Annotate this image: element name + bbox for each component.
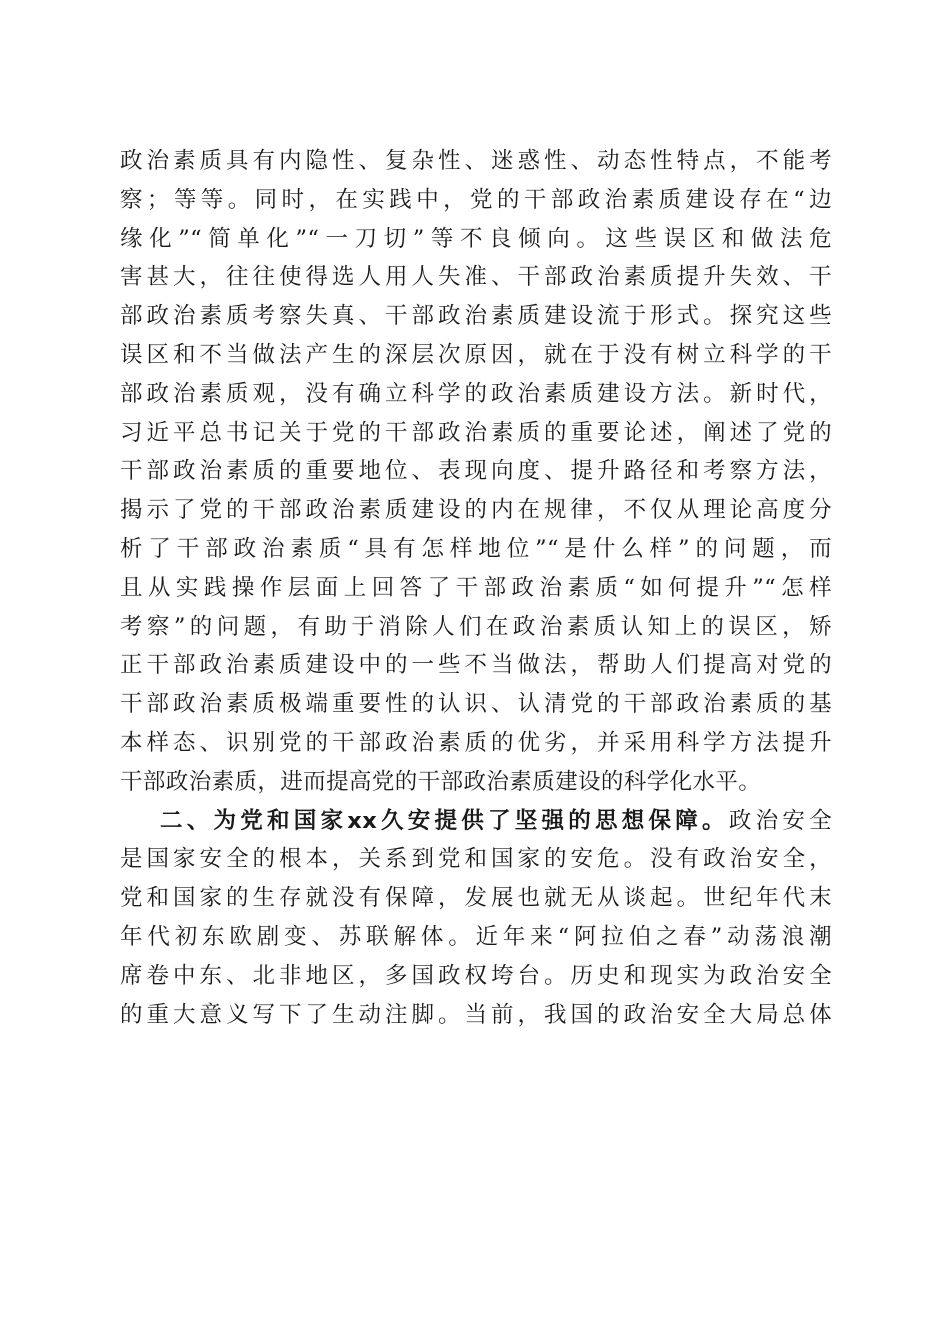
text-line: 害甚大，往往使得选人用人失准、干部政治素质提升失效、干 — [120, 264, 832, 291]
text-line: 部政治素质观，没有确立科学的政治素质建设方法。新时代， — [120, 380, 832, 407]
text-line: 析了干部政治素质“具有怎样地位”“是什么样”的问题，而 — [120, 535, 832, 562]
text-line: 察；等等。同时，在实践中，党的干部政治素质建设存在“边 — [120, 186, 832, 213]
section-heading: 二、为党和国家xx久安提供了坚强的思想保障。 — [160, 807, 729, 834]
heading-line-text: 政治安全 — [728, 807, 832, 834]
text-line: 误区和不当做法产生的深层次原因，就在于没有树立科学的干 — [120, 341, 832, 368]
text-line: 年代初东欧剧变、苏联解体。近年来“阿拉伯之春”动荡浪潮 — [120, 923, 832, 950]
text-line: 缘化”“简单化”“一刀切”等不良倾向。这些误区和做法危 — [120, 225, 832, 252]
text-line: 考察”的问题，有助于消除人们在政治素质认知上的误区，矫 — [120, 613, 832, 640]
text-line: 干部政治素质的重要地位、表现向度、提升路径和考察方法， — [120, 458, 832, 485]
text-line: 正干部政治素质建设中的一些不当做法，帮助人们提高对党的 — [120, 652, 832, 679]
text-line: 且从实践操作层面上回答了干部政治素质“如何提升”“怎样 — [120, 574, 832, 601]
section-heading-line — [120, 802, 832, 841]
text-line: 党和国家的生存就没有保障，发展也就无从谈起。世纪年代末 — [120, 885, 832, 912]
text-line: 是国家安全的根本，关系到党和国家的安危。没有政治安全， — [120, 846, 832, 873]
text-line: 习近平总书记关于党的干部政治素质的重要论述，阐述了党的 — [120, 419, 832, 446]
text-line: 本样态、识别党的干部政治素质的优劣，并采用科学方法提升 — [120, 729, 832, 756]
text-line: 政治素质具有内隐性、复杂性、迷惑性、动态性特点，不能考 — [120, 148, 832, 174]
text-line: 干部政治素质，进而提高党的干部政治素质建设的科学化水平。 — [120, 768, 762, 795]
text-line: 的重大意义写下了生动注脚。当前，我国的政治安全大局总体 — [120, 1001, 832, 1028]
text-line: 干部政治素质极端重要性的认识、认清党的干部政治素质的基 — [120, 691, 832, 718]
body-text — [120, 142, 832, 1034]
text-line: 部政治素质考察失真、干部政治素质建设流于形式。探究这些 — [120, 303, 832, 330]
text-line: 席卷中东、北非地区，多国政权垮台。历史和现实为政治安全 — [120, 962, 832, 989]
text-line: 揭示了党的干部政治素质建设的内在规律，不仅从理论高度分 — [120, 497, 832, 524]
